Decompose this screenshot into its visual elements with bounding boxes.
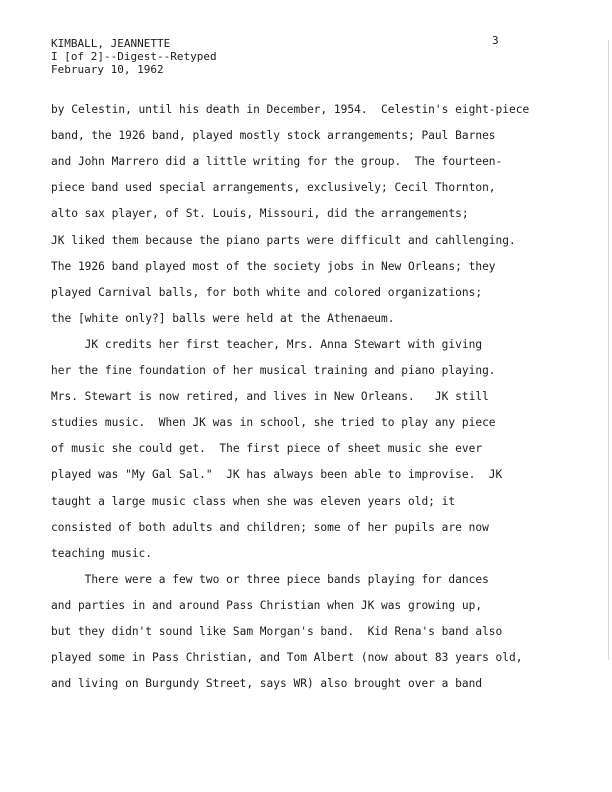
text-line: the [white only?] balls were held at the Athenaeum.: [51, 311, 395, 325]
text-line: played was "My Gal Sal." JK has always been able to improvise. JK: [51, 468, 503, 482]
document-header: [51, 37, 217, 76]
text-line: and parties in and around Pass Christian when JK was growing up,: [51, 598, 483, 612]
text-line: band, the 1926 band, played mostly stock arrangements; Paul Barnes: [51, 129, 496, 143]
text-line: played Carnival balls, for both white and colored organizations;: [51, 285, 483, 299]
text-line: and John Marrero did a little writing for the group. The fourteen-: [51, 155, 503, 169]
text-line: consisted of both adults and children; some of her pupils are now: [51, 520, 489, 534]
scan-edge: [608, 40, 609, 660]
text-line: Mrs. Stewart is now retired, and lives in New Orleans. JK still: [51, 390, 489, 404]
text-line: piece band used special arrangements, exclusively; Cecil Thornton,: [51, 181, 496, 195]
text-line: by Celestin, until his death in December, 1954. Celestin's eight-piece: [51, 103, 530, 116]
text-line: but they didn't sound like Sam Morgan's band. Kid Rena's band also: [51, 625, 503, 638]
text-line: studies music. When JK was in school, she tried to play any piece: [51, 416, 496, 430]
text-line: alto sax player, of St. Louis, Missouri, did the arrangements;: [51, 207, 469, 221]
text-line: JK liked them because the piano parts were difficult and cahllenging.: [51, 233, 516, 247]
text-line: taught a large music class when she was eleven years old; it: [51, 494, 456, 508]
text-line: JK credits her first teacher, Mrs. Anna Stewart with giving: [51, 337, 483, 351]
page-number: 3: [492, 34, 499, 47]
interview-date: February 10, 1962: [51, 63, 164, 76]
text-line: The 1926 band played most of the society jobs in New Orleans; they: [51, 259, 496, 273]
text-line: played some in Pass Christian, and Tom Albert (now about 83 years old,: [51, 651, 523, 665]
interviewee-name: KIMBALL, JEANNETTE: [51, 37, 171, 50]
text-line: There were a few two or three piece bands playing for dances: [51, 572, 489, 586]
text-line: her the fine foundation of her musical training and piano playing.: [51, 364, 496, 377]
text-line: teaching music.: [51, 546, 153, 560]
text-line: of music she could get. The first piece of sheet music she ever: [51, 442, 483, 456]
text-line: and living on Burgundy Street, says WR) also brought over a band: [51, 677, 483, 691]
reel-info: I [of 2]--Digest--Retyped: [51, 50, 217, 63]
